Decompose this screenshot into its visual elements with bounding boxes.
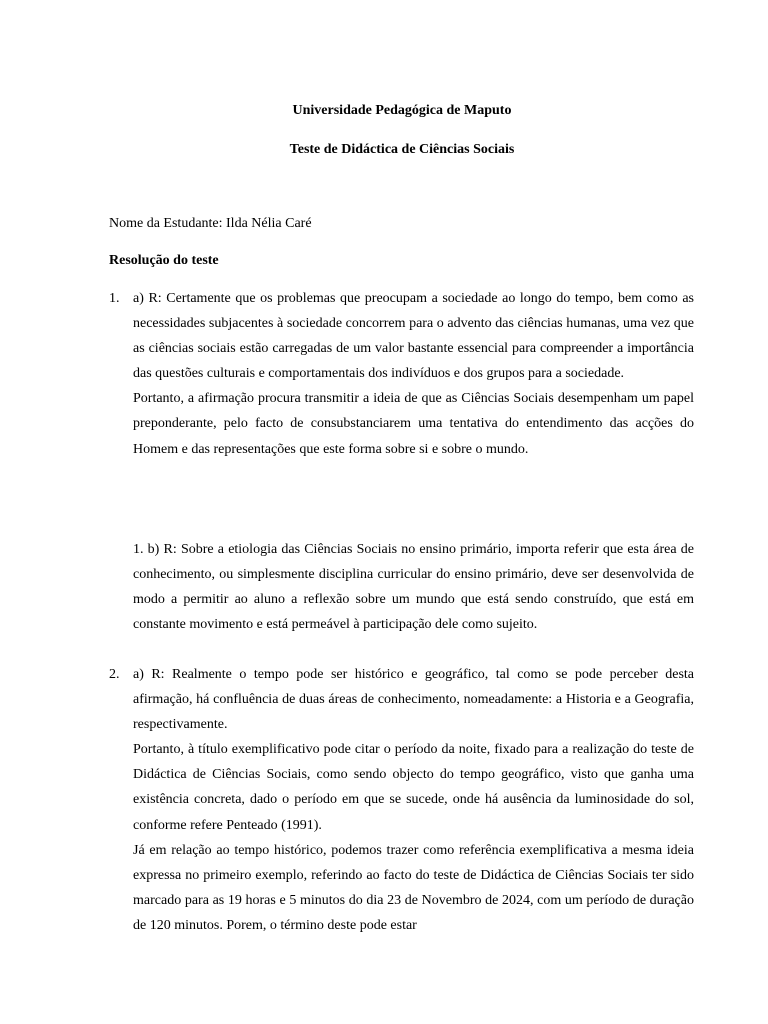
item-1-number: 1. [109, 291, 120, 306]
item-2-paragraph-a-historical: Já em relação ao tempo histórico, podemos trazer como referência exemplificativa a mesma ideia expressa no primeiro exemplo, referindo ao facto do teste de Didáctica de Ciências Sociais ter sido marcado para as 19 horas e 5 minutos do dia 23 de Novembro de 2024, com um período de duração de 120 minutos. Porem, o término deste pode estar [133, 842, 694, 933]
student-name-line: Nome da Estudante: Ilda Nélia Caré [109, 216, 312, 231]
item-2-number: 2. [109, 667, 120, 682]
university-title: Universidade Pedagógica de Maputo [292, 103, 512, 118]
item-1-answer-b [133, 537, 694, 637]
test-title: Teste de Didáctica de Ciências Sociais [289, 142, 515, 157]
item-2-paragraph-a: a) R: Realmente o tempo pode ser histórico e geográfico, tal como se pode perceber desta afirmação, há confluência de duas áreas de conhecimento, nomeadamente: a Historia e a Geografia, respectivamente. [133, 667, 694, 733]
item-1-paragraph-a: a) R: Certamente que os problemas que preocupam a sociedade ao longo do tempo, bem como as necessidades subjacentes à sociedade concorrem para o advento das ciências humanas, uma vez que as ciências sociais estão carregadas de um valor bastante essencial para compreender a importância das questões culturais e comportamentais dos indivíduos e dos grupos para a sociedade. [133, 291, 694, 382]
item-1-paragraph-b: 1. b) R: Sobre a etiologia das Ciências Sociais no ensino primário, importa referir que esta área de conhecimento, ou simplesmente disciplina curricular do ensino primário, deve ser desenvolvida de modo a permitir ao aluno a reflexão sobre um mundo que está sendo construído, que está em constante movimento e está permeável à participação dele como sujeito. [133, 542, 694, 633]
item-1-answer-a [133, 286, 694, 462]
section-heading: Resolução do teste [109, 253, 219, 268]
item-2-answer-a [133, 662, 694, 938]
item-1-paragraph-a-conclusion: Portanto, a afirmação procura transmitir a ideia de que as Ciências Sociais desempenham um papel preponderante, pelo facto de consubstanciarem uma tentativa do entendimento das acções do Homem e das representações que este forma sobre si e sobre o mundo. [133, 391, 694, 457]
item-2-paragraph-a-example: Portanto, à título exemplificativo pode citar o período da noite, fixado para a realização do teste de Didáctica de Ciências Sociais, como sendo objecto do tempo geográfico, visto que ganha uma existência concreta, dado o período em que se sucede, onde há ausência da luminosidade do sol, conforme refere Penteado (1991). [133, 742, 694, 833]
